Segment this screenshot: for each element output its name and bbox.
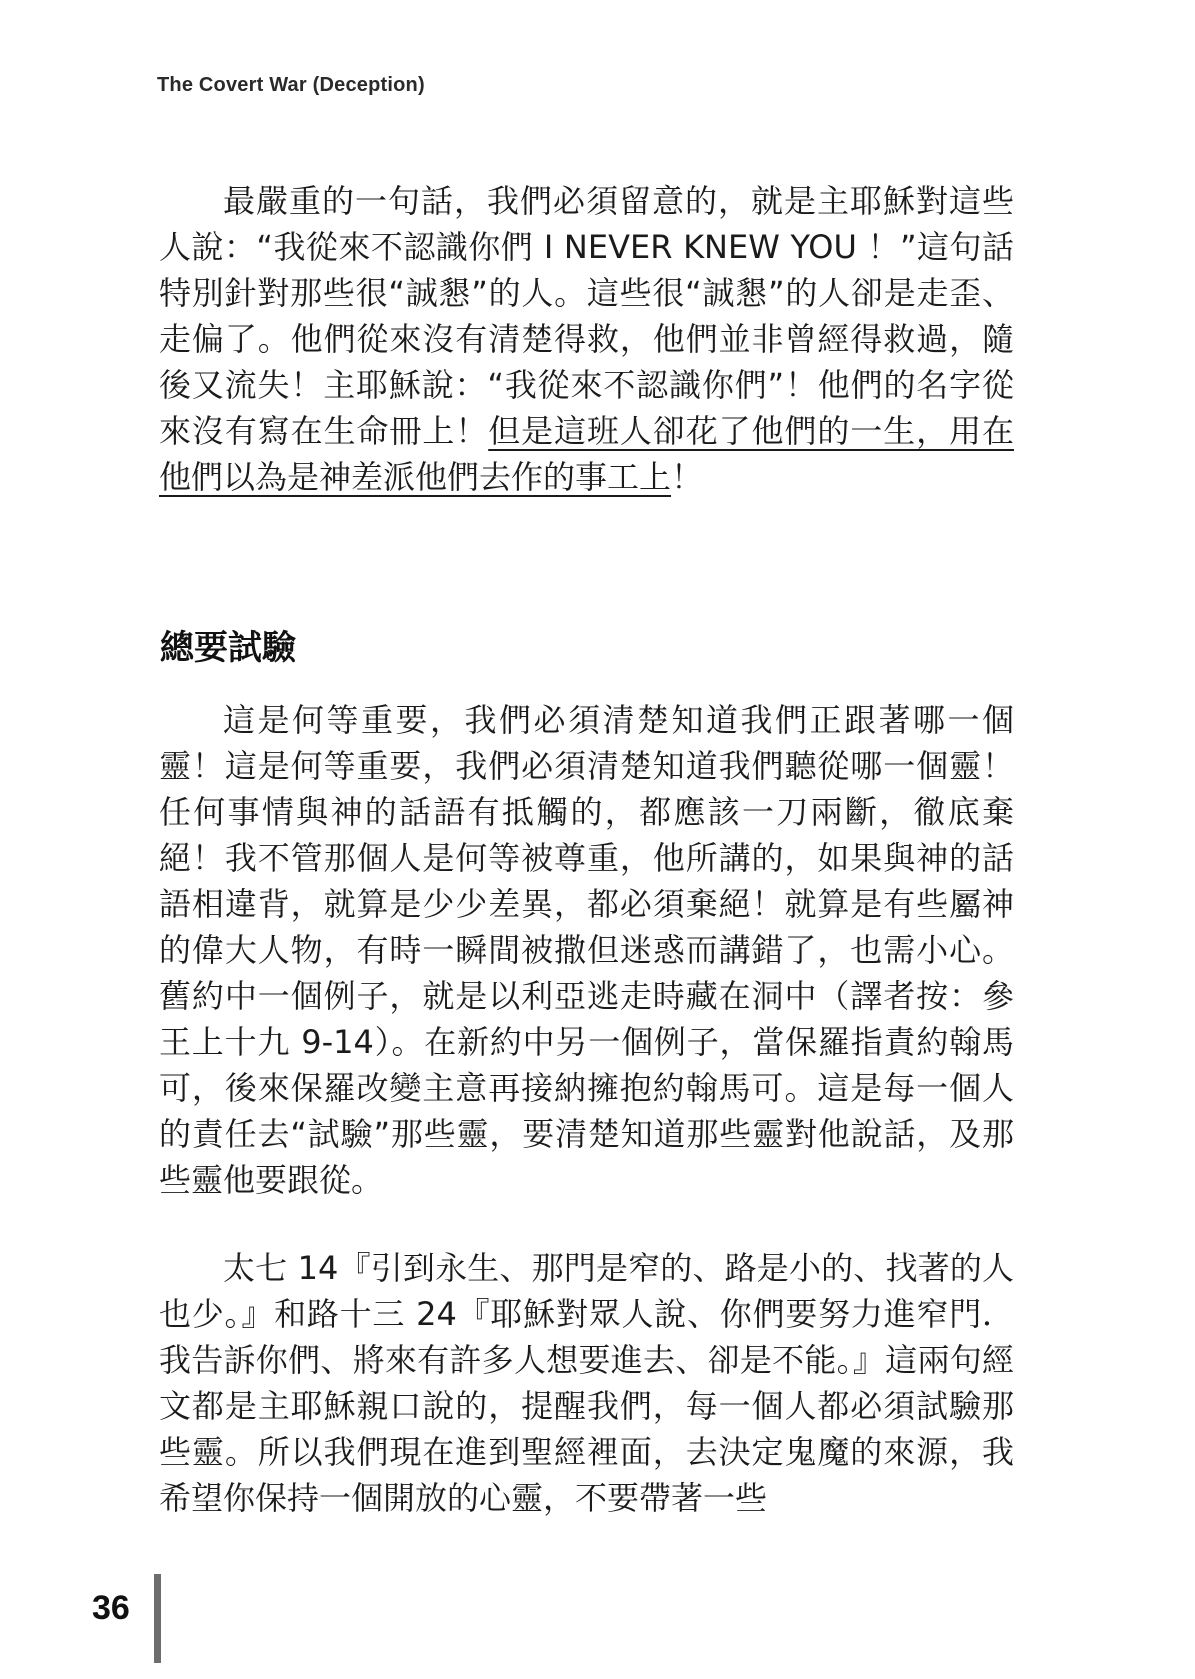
section2-body-continued xyxy=(159,1245,1014,1521)
section2-body xyxy=(159,697,1014,1203)
section-heading: 總要試驗 xyxy=(160,628,296,668)
paragraph-text-end: ！ xyxy=(671,458,704,496)
underlined-emphasis: 但是這班人卻花了他們的一生，用在他們以為是神差派他們去作的事工上 xyxy=(159,412,1014,496)
paragraph-test-spirits: 這是何等重要，我們必須清楚知道我們正跟著哪一個靈！這是何等重要，我們必須清楚知道我們聽從哪一個靈！任何事情與神的話語有抵觸的，都應該一刀兩斷，徹底棄絕！我不管那個人是何等被尊重，他所講的，如果與神的話語相違背，就算是少少差異，都必須棄絕！就算是有些屬神的偉大人物，有時一瞬間被撒但迷惑而講錯了，也需小心。舊約中一個例子，就是以利亞逃走時藏在洞中（譯者按：參王上十九 9-14）。在新約中另一個例子，當保羅指責約翰馬可，後來保羅改變主意再接納擁抱約翰馬可。這是每一個人的責任去“試驗”那些靈，要清楚知道那些靈對他說話，及那些靈他要跟從。 xyxy=(159,701,1014,1199)
running-head-title: The Covert War (Deception) xyxy=(157,74,425,96)
page-number-rule xyxy=(154,1574,161,1663)
section1-body xyxy=(159,178,1014,500)
page-number: 36 xyxy=(92,1589,130,1627)
paragraph-narrow-gate: 太七 14『引到永生、那門是窄的、路是小的、找著的人也少。』和路十三 24『耶穌對眾人說、你們要努力進窄門．我告訴你們、將來有許多人想要進去、卻是不能。』這兩句經文都是主耶穌親口說的，提醒我們，每一個人都必須試驗那些靈。所以我們現在進到聖經裡面，去決定鬼魔的來源，我希望你保持一個開放的心靈，不要帶著一些 xyxy=(159,1249,1014,1517)
paragraph-text: 最嚴重的一句話，我們必須留意的，就是主耶穌對這些人說：“我從來不認識你們 I NEVER KNEW YOU ！”這句話特別針對那些很“誠懇”的人。這些很“誠懇”的人卻是走歪、走偏了。他們從來沒有清楚得救，他們並非曾經得救過，隨後又流失！主耶穌說：“我從來不認識你們”！他們的名字從來沒有寫在生命冊上！ xyxy=(159,182,1014,450)
paragraph-sincere-people xyxy=(159,178,1014,500)
